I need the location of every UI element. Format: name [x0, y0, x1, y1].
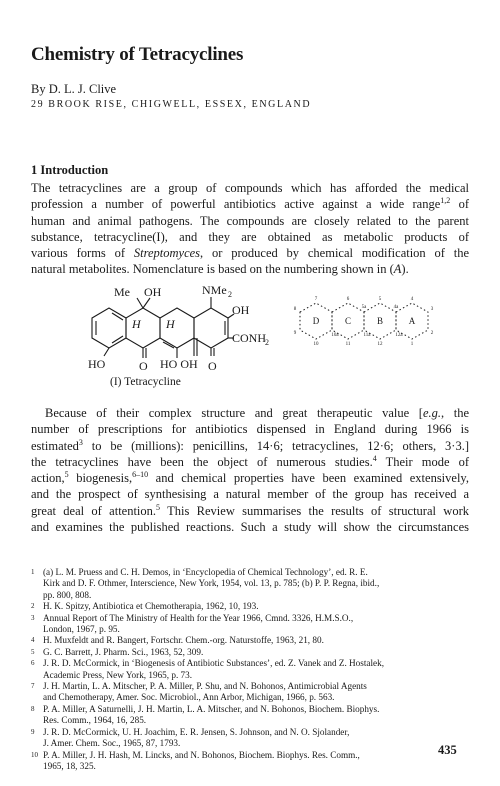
svg-text:8: 8 — [293, 307, 297, 312]
text-line: the tetracyclines have been the object of numerous studies.$^4$ Their mode of — [31, 453, 469, 469]
svg-text:NMe: NMe — [202, 283, 227, 297]
svg-text:2: 2 — [228, 290, 232, 299]
svg-text:7: 7 — [314, 297, 318, 302]
svg-text:1: 1 — [410, 342, 414, 347]
footnote: 2 H. K. Spitzy, Antibiotica et Chemotherapia, 1962, 10, 193. — [31, 601, 259, 612]
svg-text:OH: OH — [144, 285, 162, 299]
footnotes — [31, 567, 473, 772]
svg-text:4: 4 — [410, 297, 414, 302]
intro-paragraph — [31, 180, 469, 278]
text-line: natural metabolites. Nomenclature is based on the numbering shown in (A). — [31, 262, 409, 277]
svg-text:C: C — [344, 316, 352, 326]
svg-text:6: 6 — [346, 297, 350, 302]
svg-text:HO OH: HO OH — [160, 357, 198, 371]
section-heading: 1 Introduction — [31, 163, 109, 177]
text-line: Because of their complex structure and great therapeutic value [e.g., the — [45, 406, 469, 420]
text-line: estimated$^3$ to be (millions): penicillins, 14·6; tetracyclines, 12·6; others, 3·3.] — [31, 437, 469, 453]
tetracycline-skeleton — [92, 297, 234, 358]
svg-text:H: H — [166, 317, 175, 331]
svg-text:3: 3 — [430, 307, 434, 312]
svg-text:HO: HO — [88, 357, 106, 371]
footnote: 9 J. R. D. McCormick, U. H. Joachim, E. R. Jensen, S. Johnson, and N. O. Sjolander, J. Amer. Chem. Soc., 1965, 87, 1793. — [31, 726, 350, 749]
svg-text:12a: 12a — [395, 333, 403, 338]
svg-text:10a: 10a — [331, 333, 339, 338]
structure-caption: (I) Tetracycline — [110, 376, 181, 388]
author-address: 29 BROOK RISE, CHIGWELL, ESSEX, ENGLAND — [31, 99, 312, 110]
footnote: 3 Annual Report of The Ministry of Health for the Year 1966, Cmnd. 3326, H.M.S.O., London, 1967, p. 95. — [31, 612, 354, 635]
author-byline: By D. L. J. Clive — [31, 82, 117, 96]
svg-text:O: O — [139, 359, 148, 373]
svg-text:D: D — [312, 316, 320, 326]
svg-text:12: 12 — [377, 342, 383, 347]
text-line: human and animal pathogens. The compounds are closely related to the parent — [31, 213, 469, 228]
footnote: 1 (a) L. M. Pruess and C. H. Demos, in ‘Encyclopedia of Chemical Technology’, ed. R. E. Kirk and D. F. Othmer, Interscience, New York, 1954, vol. 13, p. 785; (b) P. P. Regna, ibid., pp. 800, 808. — [31, 567, 380, 600]
svg-text:5: 5 — [378, 297, 382, 302]
svg-text:CONH: CONH — [232, 331, 267, 345]
text-line: action,$^5$ biogenesis,$^{6-10}$ and chemical properties have been examined extensively, — [31, 470, 469, 486]
svg-text:5a: 5a — [361, 305, 367, 310]
tetracycline-structure-diagram — [82, 276, 442, 388]
footnote: 8 P. A. Miller, A Saturnelli, J. H. Martin, L. A. Mitscher, and N. Bohonos, Biochem. Biophys. Res. Comm., 1964, 16, 285. — [31, 703, 380, 726]
svg-text:OH: OH — [232, 303, 250, 317]
text-line: number of prescriptions for antibiotics dispensed in England during 1966 is — [31, 422, 469, 437]
text-line: profession a number of powerful antibiotics active against a wide range$^{1,2}$ of — [31, 196, 469, 212]
svg-text:A: A — [408, 316, 416, 326]
svg-text:2: 2 — [430, 331, 434, 336]
text-line: various forms of Streptomyces, or produced by chemical modification of the — [31, 246, 470, 261]
svg-text:O: O — [208, 359, 217, 373]
svg-text:10: 10 — [313, 342, 319, 347]
text-line: great deal of attention.$^5$ This Review summarises the results of structural work — [31, 502, 469, 518]
text-line: The tetracyclines are a group of compounds which has afforded the medical — [31, 181, 469, 195]
footnote: 5 G. C. Barrett, J. Pharm. Sci., 1963, 52, 309. — [31, 646, 204, 657]
footnote: 10 P. A. Miller, J. H. Hash, M. Lincks, and N. Bohonos, Biochem. Biophys. Res. Comm., 1965, 18, 325. — [31, 749, 360, 771]
footnote: 4 H. Muxfeldt and R. Bangert, Fortschr. Chem.-org. Naturstoffe, 1963, 21, 80. — [31, 635, 324, 646]
footnote: 7 J. H. Martin, L. A. Mitscher, P. A. Miller, P. Shu, and N. Bohonos, Antimicrobial Agents and Chemotherapy, Amer. Soc. Microbiol., Ann Arbor, Michigan, 1966, p. 563. — [31, 681, 367, 703]
svg-text:H: H — [132, 317, 141, 331]
text-line: and the prospect of synthesising a natural member of the group has received a — [31, 487, 469, 502]
svg-text:2: 2 — [265, 338, 269, 347]
body-paragraph — [31, 405, 469, 535]
svg-text:4a: 4a — [393, 305, 399, 310]
page-number: 435 — [438, 743, 457, 757]
footnote: 6 J. R. D. McCormick, in ‘Biogenesis of Antibiotic Substances’, ed. Z. Vanek and Z. Hostalek, Academic Press, New York, 1965, p. 73. — [31, 658, 384, 680]
svg-text:B: B — [376, 316, 384, 326]
svg-text:11a: 11a — [363, 333, 371, 338]
text-line: and examines the published reactions. Such a study will show the circumstances — [31, 520, 469, 535]
article-title: Chemistry of Tetracyclines — [31, 44, 244, 65]
svg-text:Me: Me — [114, 285, 130, 299]
text-line: substance, tetracycline(I), and they are obtained as metabolic products of — [31, 229, 469, 244]
tetracycline-labels — [88, 283, 269, 373]
svg-text:11: 11 — [345, 342, 351, 347]
svg-text:9: 9 — [293, 331, 297, 336]
